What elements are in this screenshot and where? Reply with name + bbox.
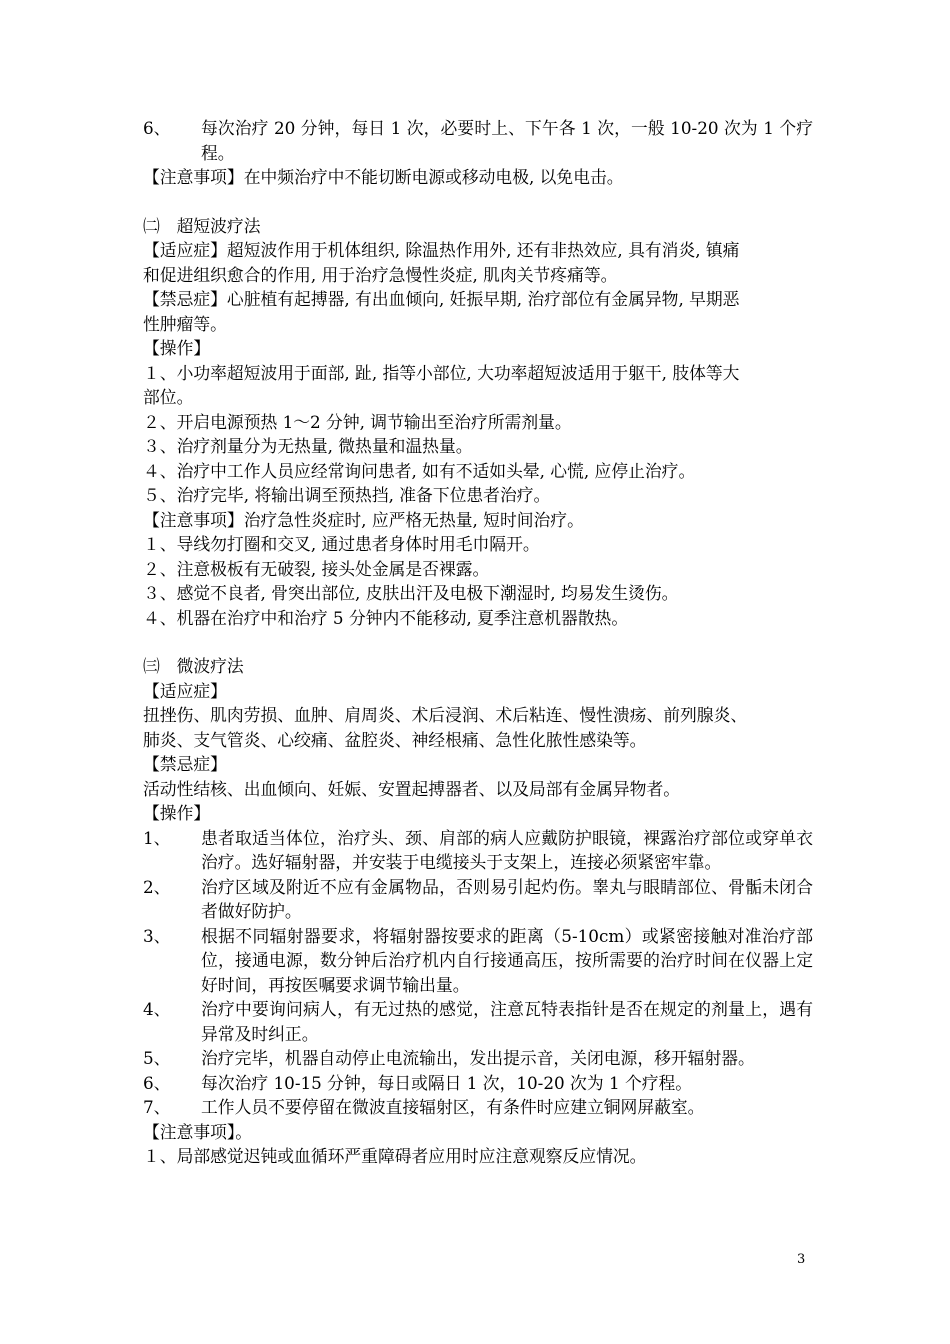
item-text: 治疗中要询问病人，有无过热的感觉，注意瓦特表指针是否在规定的剂量上，遇有异常及时纠正。: [201, 999, 813, 1044]
operation-step: ５、治疗完毕, 将输出调至预热挡, 准备下位患者治疗。: [143, 485, 551, 505]
indications-line: 和促进组织愈合的作用, 用于治疗急慢性炎症, 肌肉关节疼痛等。: [143, 264, 618, 285]
numbered-item: [143, 875, 813, 924]
numbered-item: [143, 826, 813, 875]
numbered-item: [143, 924, 813, 998]
operation-label: 【操作】: [143, 338, 211, 358]
operation-step: 部位。: [143, 387, 194, 407]
indications-line: 肺炎、支气管炎、心绞痛、盆腔炎、神经根痛、急性化脓性感染等。: [143, 729, 647, 750]
note-label: 【注意事项】。: [143, 1121, 253, 1142]
numbered-item: [143, 1095, 813, 1120]
contraindications-line: 【禁忌症】心脏植有起搏器, 有出血倾向, 妊振早期, 治疗部位有金属异物, 早期恶: [143, 289, 740, 309]
contraindications-label: 【禁忌症】: [143, 754, 227, 774]
item-number: 1、: [143, 827, 171, 848]
item-text: 每次治疗 10-15 分钟，每日或隔日 1 次，10-20 次为 1 个疗程。: [201, 1072, 693, 1093]
contraindications-line: 性肿瘤等。: [143, 313, 227, 334]
operation-step: ３、治疗剂量分为无热量, 微热量和温热量。: [143, 436, 473, 456]
item-number: 4、: [143, 999, 171, 1019]
paragraph-gap: [143, 190, 813, 214]
operation-step: ４、治疗中工作人员应经常询问患者, 如有不适如头晕, 心慌, 应停止治疗。: [143, 460, 696, 481]
operation-step: ２、开启电源预热 1～2 分钟, 调节输出至治疗所需剂量。: [143, 411, 572, 432]
note-item: ４、机器在治疗中和治疗 5 分钟内不能移动, 夏季注意机器散热。: [143, 607, 629, 628]
item-number: 6、: [143, 118, 171, 138]
item-text: 患者取适当体位，治疗头、颈、肩部的病人应戴防护眼镜，裸露治疗部位或穿单衣治疗。选好辐射器，并安装于电缆接头于支架上，连接必须紧密牢靠。: [201, 827, 813, 872]
operation-label: 【操作】: [143, 803, 211, 823]
numbered-item: [143, 116, 813, 165]
item-number: 7、: [143, 1097, 171, 1117]
section-heading: ㈡ 超短波疗法: [143, 215, 261, 236]
note-item: １、局部感觉迟钝或血循环严重障碍者应用时应注意观察反应情况。: [143, 1146, 647, 1166]
indications-label: 【适应症】: [143, 680, 227, 701]
section-heading: ㈢ 微波疗法: [143, 656, 244, 676]
item-number: 3、: [143, 925, 171, 946]
numbered-item: [143, 1071, 813, 1096]
note-paragraph: 【注意事项】治疗急性炎症时, 应严格无热量, 短时间治疗。: [143, 509, 584, 530]
contraindications-line: 活动性结核、出血倾向、妊娠、安置起搏器者、以及局部有金属异物者。: [143, 778, 681, 799]
indications-line: 扭挫伤、肌肉劳损、血肿、肩周炎、术后浸润、术后粘连、慢性溃疡、前列腺炎、: [143, 705, 748, 725]
page-number: 3: [797, 1252, 806, 1267]
document-body: [143, 116, 813, 1169]
item-number: 6、: [143, 1072, 171, 1093]
item-text: 治疗完毕，机器自动停止电流输出，发出提示音，关闭电源，移开辐射器。: [201, 1048, 755, 1068]
note-paragraph: 【注意事项】在中频治疗中不能切断电源或移动电极, 以免电击。: [143, 167, 624, 187]
item-number: 2、: [143, 876, 171, 897]
operation-step: １、小功率超短波用于面部, 趾, 指等小部位, 大功率超短波适用于躯干, 肢体等大: [143, 362, 740, 383]
item-text: 工作人员不要停留在微波直接辐射区，有条件时应建立铜网屏蔽室。: [201, 1097, 705, 1117]
paragraph-gap: [143, 630, 813, 654]
note-item: ２、注意极板有无破裂, 接头处金属是否裸露。: [143, 558, 490, 579]
numbered-item: [143, 1046, 813, 1071]
note-item: ３、感觉不良者, 骨突出部位, 皮肤出汗及电极下潮湿时, 均易发生烫伤。: [143, 583, 679, 603]
numbered-item: [143, 997, 813, 1046]
item-text: 根据不同辐射器要求，将辐射器按要求的距离（5-10cm）或紧密接触对准治疗部位，接通电源，数分钟后治疗机内自行接通高压，按所需要的治疗时间在仪器上定好时间，再按医嘱要求调节输出量。: [201, 925, 813, 995]
item-text: 治疗区域及附近不应有金属物品，否则易引起灼伤。睾丸与眼睛部位、骨骺未闭合者做好防护。: [201, 876, 813, 921]
indications-line: 【适应症】超短波作用于机体组织, 除温热作用外, 还有非热效应, 具有消炎, 镇痛: [143, 240, 740, 260]
item-text: 每次治疗 20 分钟，每日 1 次，必要时上、下午各 1 次，一般 10-20 次为 1 个疗程。: [201, 118, 813, 163]
item-number: 5、: [143, 1048, 171, 1068]
note-item: １、导线勿打圈和交叉, 通过患者身体时用毛巾隔开。: [143, 534, 540, 554]
